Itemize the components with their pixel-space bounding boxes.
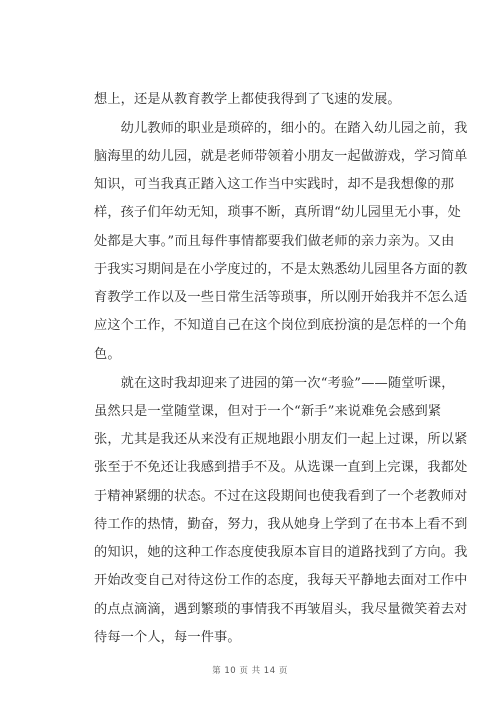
text-line: 处都是大事。”而且每件事情都要我们做老师的亲力亲为。又由 xyxy=(94,234,455,249)
text-line: 幼儿教师的职业是琐碎的，细小的。在踏入幼儿园之前，我 xyxy=(94,121,468,136)
text-line: 张至于不免还让我感到措手不及。从选课一直到上完课，我都处 xyxy=(94,460,468,475)
text-line: 色。 xyxy=(94,347,121,362)
text-line: 脑海里的幼儿园，就是老师带领着小朋友一起做游戏，学习简单 xyxy=(94,149,468,164)
page-number-footer: 第 10 页 共 14 页 xyxy=(212,666,288,676)
text-line: 的知识，她的这种工作态度使我原本盲目的道路找到了方向。我 xyxy=(94,545,468,560)
text-line: 开始改变自己对待这份工作的态度，我每天平静地去面对工作中 xyxy=(94,573,468,588)
text-line: 待每一个人，每一件事。 xyxy=(94,630,241,645)
text-line: 的点点滴滴，遇到繁琐的事情我不再皱眉头，我尽量微笑着去对 xyxy=(94,602,468,617)
text-line: 知识，可当我真正踏入这工作当中实践时，却不是我想像的那 xyxy=(94,177,455,192)
text-line: 于精神紧绷的状态。不过在这段期间也使我看到了一个老教师对 xyxy=(94,489,468,504)
text-line: 虽然只是一堂随堂课，但对于一个“新手”来说难免会感到紧 xyxy=(94,404,442,419)
text-line: 样，孩子们年幼无知，琐事不断，真所谓“幼儿园里无小事，处 xyxy=(94,205,462,220)
text-line: 于我实习期间是在小学度过的，不是太熟悉幼儿园里各方面的教 xyxy=(94,262,468,277)
text-line: 育教学工作以及一些日常生活等琐事，所以刚开始我并不怎么适 xyxy=(94,290,468,305)
text-line: 想上，还是从教育教学上都使我得到了飞速的发展。 xyxy=(94,92,401,107)
text-line: 应这个工作，不知道自己在这个岗位到底扮演的是怎样的一个角 xyxy=(94,318,468,333)
text-line: 就在这时我却迎来了进园的第一次“考验”——随堂听课， xyxy=(94,376,455,391)
text-line: 待工作的热情，勤奋，努力，我从她身上学到了在书本上看不到 xyxy=(94,517,468,532)
text-line: 张，尤其是我还从来没有正规地跟小朋友们一起上过课，所以紧 xyxy=(94,432,468,447)
